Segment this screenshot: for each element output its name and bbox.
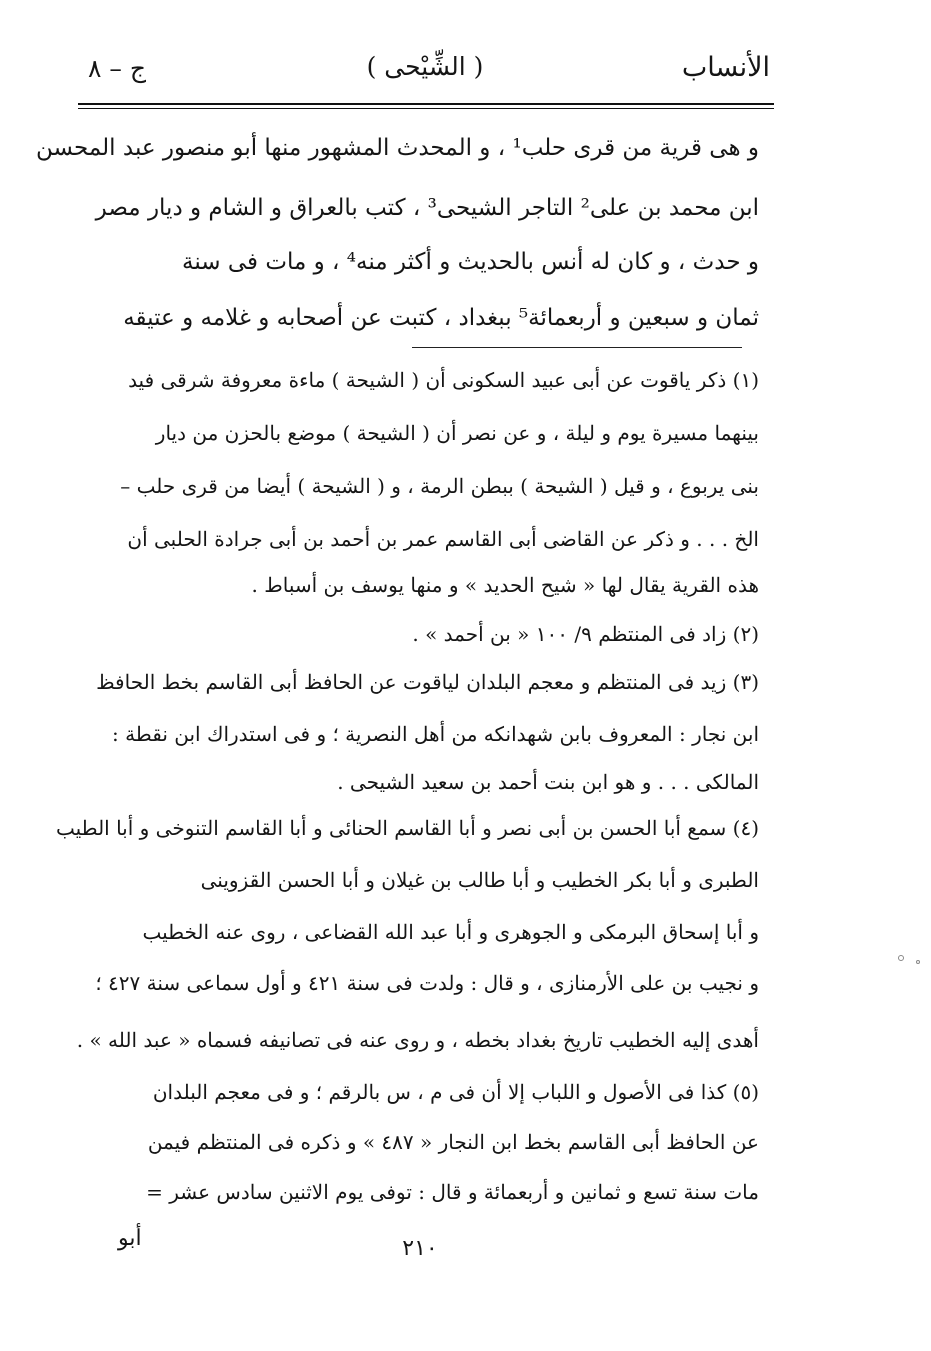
- footnote-line: أهدى إليه الخطيب تاريخ بغداد بخطه ، و روى عنه فى تصانيفه فسماه « عبد الله » .: [76, 1028, 759, 1052]
- footnote-line: (٢) زاد فى المنتظم ٩/ ١٠٠ « بن أحمد » .: [412, 622, 759, 646]
- footnote-separator: [412, 347, 742, 348]
- footnote-line: بنى يربوع ، و قيل ( الشيحة ) ببطن الرمة ، و ( الشيحة ) أيضا من قرى حلب –: [120, 474, 759, 498]
- page-number: ٢١٠: [402, 1236, 438, 1261]
- scan-speck: [916, 960, 920, 964]
- header-rule: [78, 103, 774, 105]
- header-volume: ج – ٨: [88, 54, 146, 83]
- header-section-title: ( الشِّيْحى ): [366, 52, 484, 81]
- footnote-line: هذه القرية يقال لها « شيح الحديد » و منها يوسف بن أسباط .: [251, 573, 759, 597]
- main-line: ثمان و سبعين و أربعمائة⁵ ببغداد ، كتبت عن أصحابه و غلامه و عتيقه: [123, 305, 759, 331]
- footnote-line: الطبرى و أبا بكر الخطيب و أبا طالب بن غيلان و أبا الحسن القزوينى: [200, 868, 759, 892]
- header-book-title: الأنساب: [681, 52, 770, 83]
- footnote-line: عن الحافظ أبى القاسم بخط ابن النجار « ٤٨٧ » و ذكره فى المنتظم فيمن: [147, 1130, 759, 1154]
- footnote-line: مات سنة تسع و ثمانين و أربعمائة و قال : توفى يوم الاثنين سادس عشر =: [146, 1180, 759, 1204]
- footnote-line: (٥) كذا فى الأصول و اللباب إلا أن فى م ، س بالرقم ؛ و فى معجم البلدان: [152, 1080, 759, 1104]
- scan-speck: [898, 955, 904, 961]
- main-line: ابن محمد بن على² التاجر الشيحى³ ، كتب بالعراق و الشام و ديار مصر: [95, 195, 759, 221]
- footnote-line: و أبا إسحاق البرمكى و الجوهرى و أبا عبد الله القضاعى ، روى عنه الخطيب: [142, 920, 759, 944]
- running-header: [80, 52, 770, 96]
- footnote-line: (٣) زيد فى المنتظم و معجم البلدان لياقوت عن الحافظ أبى القاسم بخط الحافظ: [96, 670, 759, 694]
- catchword: أبو: [118, 1226, 142, 1251]
- footnote-line: بينهما مسيرة يوم و ليلة ، و عن نصر أن ( الشيحة ) موضع بالحزن من ديار: [155, 421, 759, 445]
- main-line: و حدث ، و كان له أنس بالحديث و أكثر منه⁴ ، و مات فى سنة: [182, 249, 759, 275]
- main-line: و هى قرية من قرى حلب¹ ، و المحدث المشهور منها أبو منصور عبد المحسن: [36, 135, 759, 161]
- footnote-line: الخ . . . و ذكر عن القاضى أبى القاسم عمر بن أحمد بن أبى جرادة الحلبى أن: [127, 527, 759, 551]
- footnote-line: و نجيب بن على الأرمنازى ، و قال : ولدت فى سنة ٤٢١ و أول سماعى سنة ٤٢٧ ؛: [95, 971, 759, 995]
- footnote-line: ابن نجار : المعروف بابن شهدانكه من أهل النصرية ؛ و فى استدراك ابن نقطة :: [111, 722, 759, 746]
- footnote-line: (٤) سمع أبا الحسن بن أبى نصر و أبا القاسم الحنائى و أبا القاسم التنوخى و أبا الطيب: [55, 816, 759, 840]
- footnote-line: المالكى . . . و هو ابن بنت أحمد بن سعيد الشيحى .: [337, 770, 759, 794]
- footnote-line: (١) ذكر ياقوت عن أبى عبيد السكونى أن ( الشيحة ) ماءة معروفة شرقى فيد: [128, 368, 759, 392]
- header-rule-thin: [78, 108, 774, 109]
